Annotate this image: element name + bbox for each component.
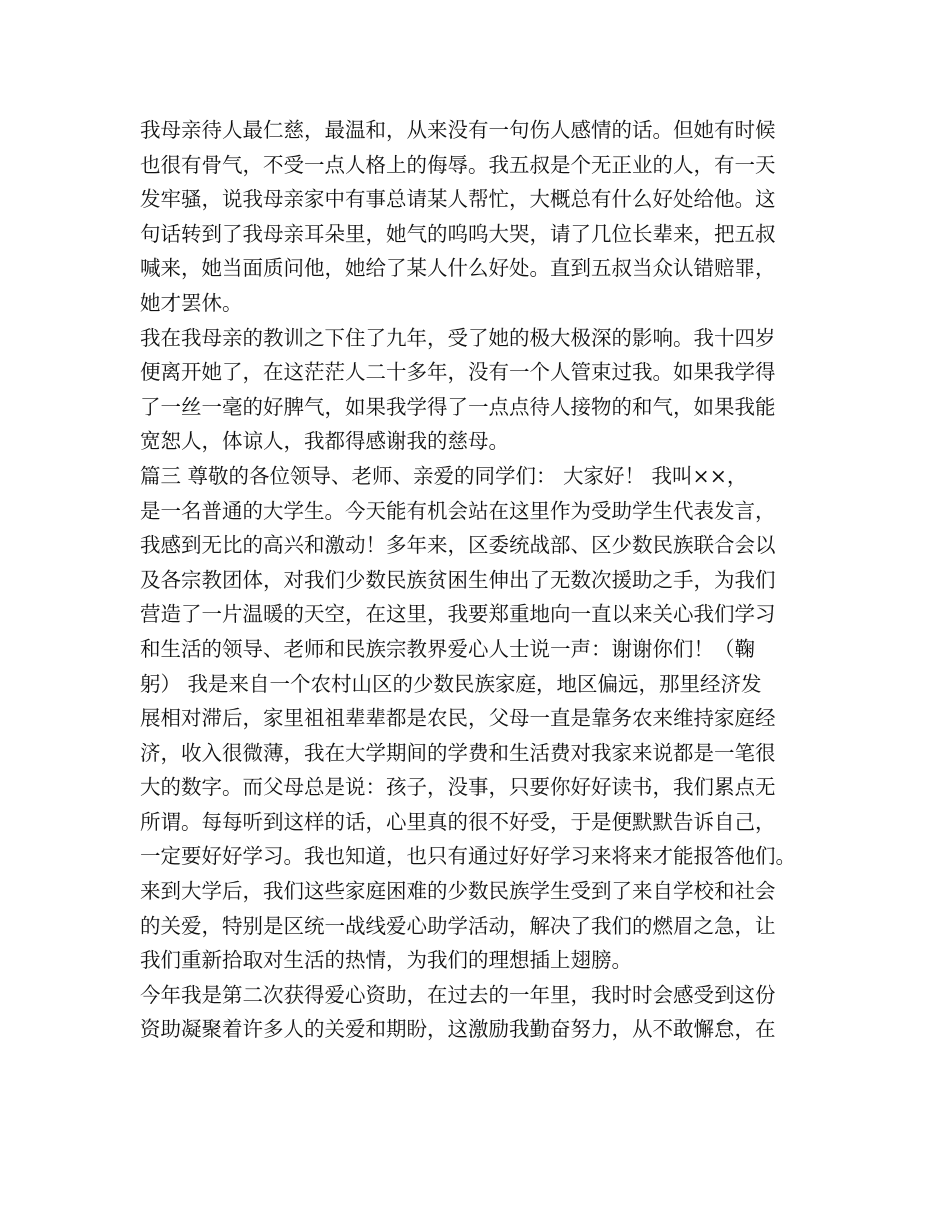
text-line: 一定要好好学习。我也知道，也只有通过好好学习来将来才能报答他们。 [140, 844, 796, 869]
text-line: 我母亲待人最仁慈，最温和，从来没有一句伤人感情的话。但她有时候 [140, 118, 776, 142]
text-line: 营造了一片温暖的天空，在这里，我要郑重地向一直以来关心我们学习 [140, 602, 776, 627]
text-line: 我们重新拾取对生活的热情，为我们的理想插上翅膀。 [140, 948, 632, 973]
text-line: 我在我母亲的教训之下住了九年，受了她的极大极深的影响。我十四岁 [140, 325, 776, 350]
text-line: 也很有骨气，不受一点人格上的侮辱。我五叔是个无正业的人，有一天 [140, 152, 776, 177]
text-line: 了一丝一毫的好脾气，如果我学得了一点点待人接物的和气，如果我能 [140, 394, 776, 419]
text-line: 我感到无比的高兴和激动！多年来，区委统战部、区少数民族联合会以 [140, 533, 776, 558]
text-line: 她才罢休。 [140, 290, 243, 315]
text-line: 句话转到了我母亲耳朵里，她气的呜呜大哭，请了几位长辈来，把五叔 [140, 221, 776, 246]
text-line: 所谓。每每听到这样的话，心里真的很不好受，于是便默默告诉自己， [140, 809, 776, 834]
text-line: 篇三 尊敬的各位领导、老师、亲爱的同学们： 大家好！ 我叫××， [140, 463, 748, 488]
text-line: 躬） 我是来自一个农村山区的少数民族家庭，地区偏远，那里经济发 [140, 671, 762, 696]
text-line: 来到大学后，我们这些家庭困难的少数民族学生受到了来自学校和社会 [140, 879, 776, 904]
document-body [140, 113, 816, 1047]
text-line: 是一名普通的大学生。今天能有机会站在这里作为受助学生代表发言， [140, 498, 776, 523]
text-line: 大的数字。而父母总是说：孩子，没事，只要你好好读书，我们累点无 [140, 775, 776, 800]
text-line: 喊来，她当面质问他，她给了某人什么好处。直到五叔当众认错赔罪， [140, 256, 776, 281]
text-line: 展相对滞后，家里祖祖辈辈都是农民，父母一直是靠务农来维持家庭经 [140, 706, 776, 731]
text-line: 的关爱，特别是区统一战线爱心助学活动，解决了我们的燃眉之急，让 [140, 913, 776, 938]
text-line: 资助凝聚着许多人的关爱和期盼，这激励我勤奋努力，从不敢懈怠，在 [140, 1017, 776, 1042]
text-line: 发牢骚，说我母亲家中有事总请某人帮忙，大概总有什么好处给他。这 [140, 187, 776, 212]
text-line: 济，收入很微薄，我在大学期间的学费和生活费对我家来说都是一笔很 [140, 740, 776, 765]
text-line: 和生活的领导、老师和民族宗教界爱心人士说一声：谢谢你们！（鞠 [140, 636, 755, 661]
text-line: 宽恕人，体谅人，我都得感谢我的慈母。 [140, 429, 509, 454]
text-line: 便离开她了，在这茫茫人二十多年，没有一个人管束过我。如果我学得 [140, 360, 776, 385]
text-line: 今年我是第二次获得爱心资助，在过去的一年里，我时时会感受到这份 [140, 982, 776, 1007]
text-line: 及各宗教团体，对我们少数民族贫困生伸出了无数次援助之手，为我们 [140, 567, 776, 592]
